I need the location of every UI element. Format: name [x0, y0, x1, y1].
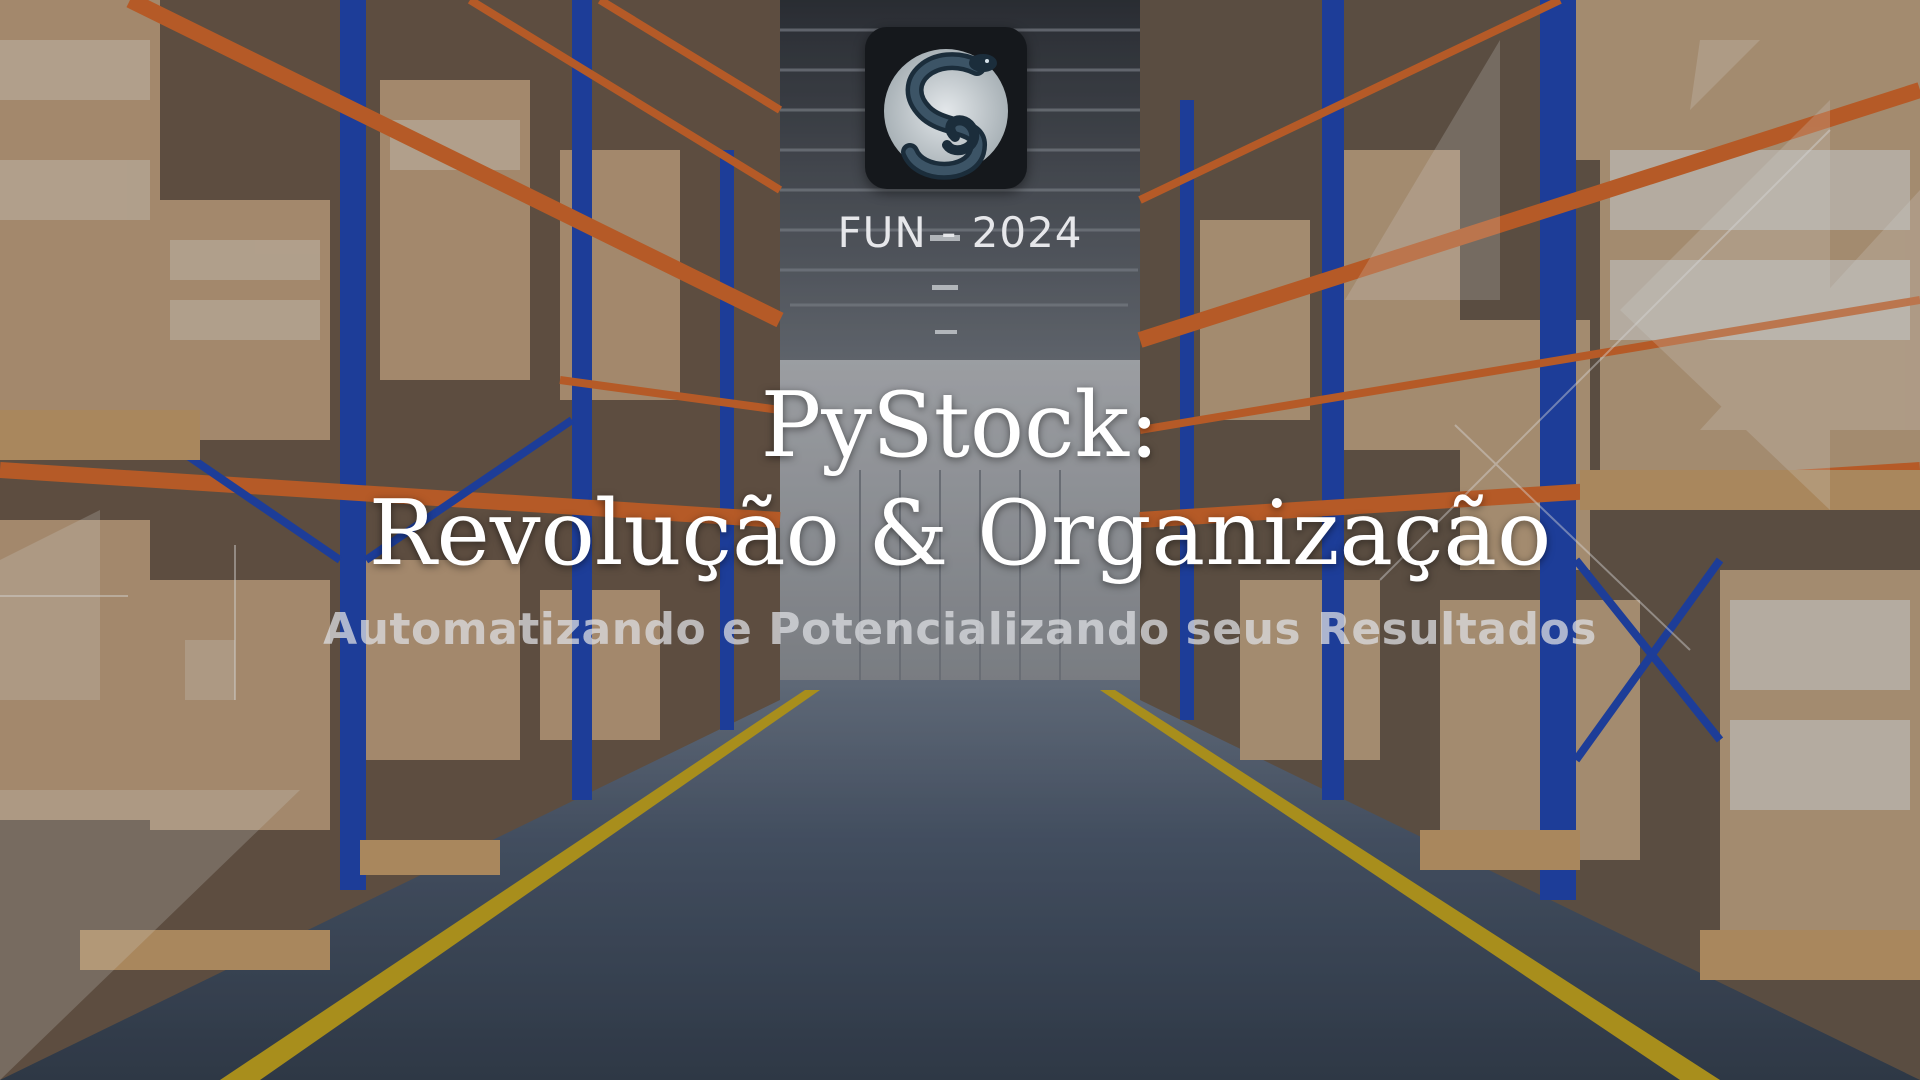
snake-logo-icon: [865, 27, 1027, 189]
page-title: [0, 372, 1920, 588]
title-line-2: Revolução & Organização: [368, 481, 1552, 586]
event-label: FUN - 2024: [837, 208, 1083, 257]
subtitle: Automatizando e Potencializando seus Resultados: [323, 604, 1597, 655]
title-line-1: PyStock:: [760, 373, 1160, 478]
